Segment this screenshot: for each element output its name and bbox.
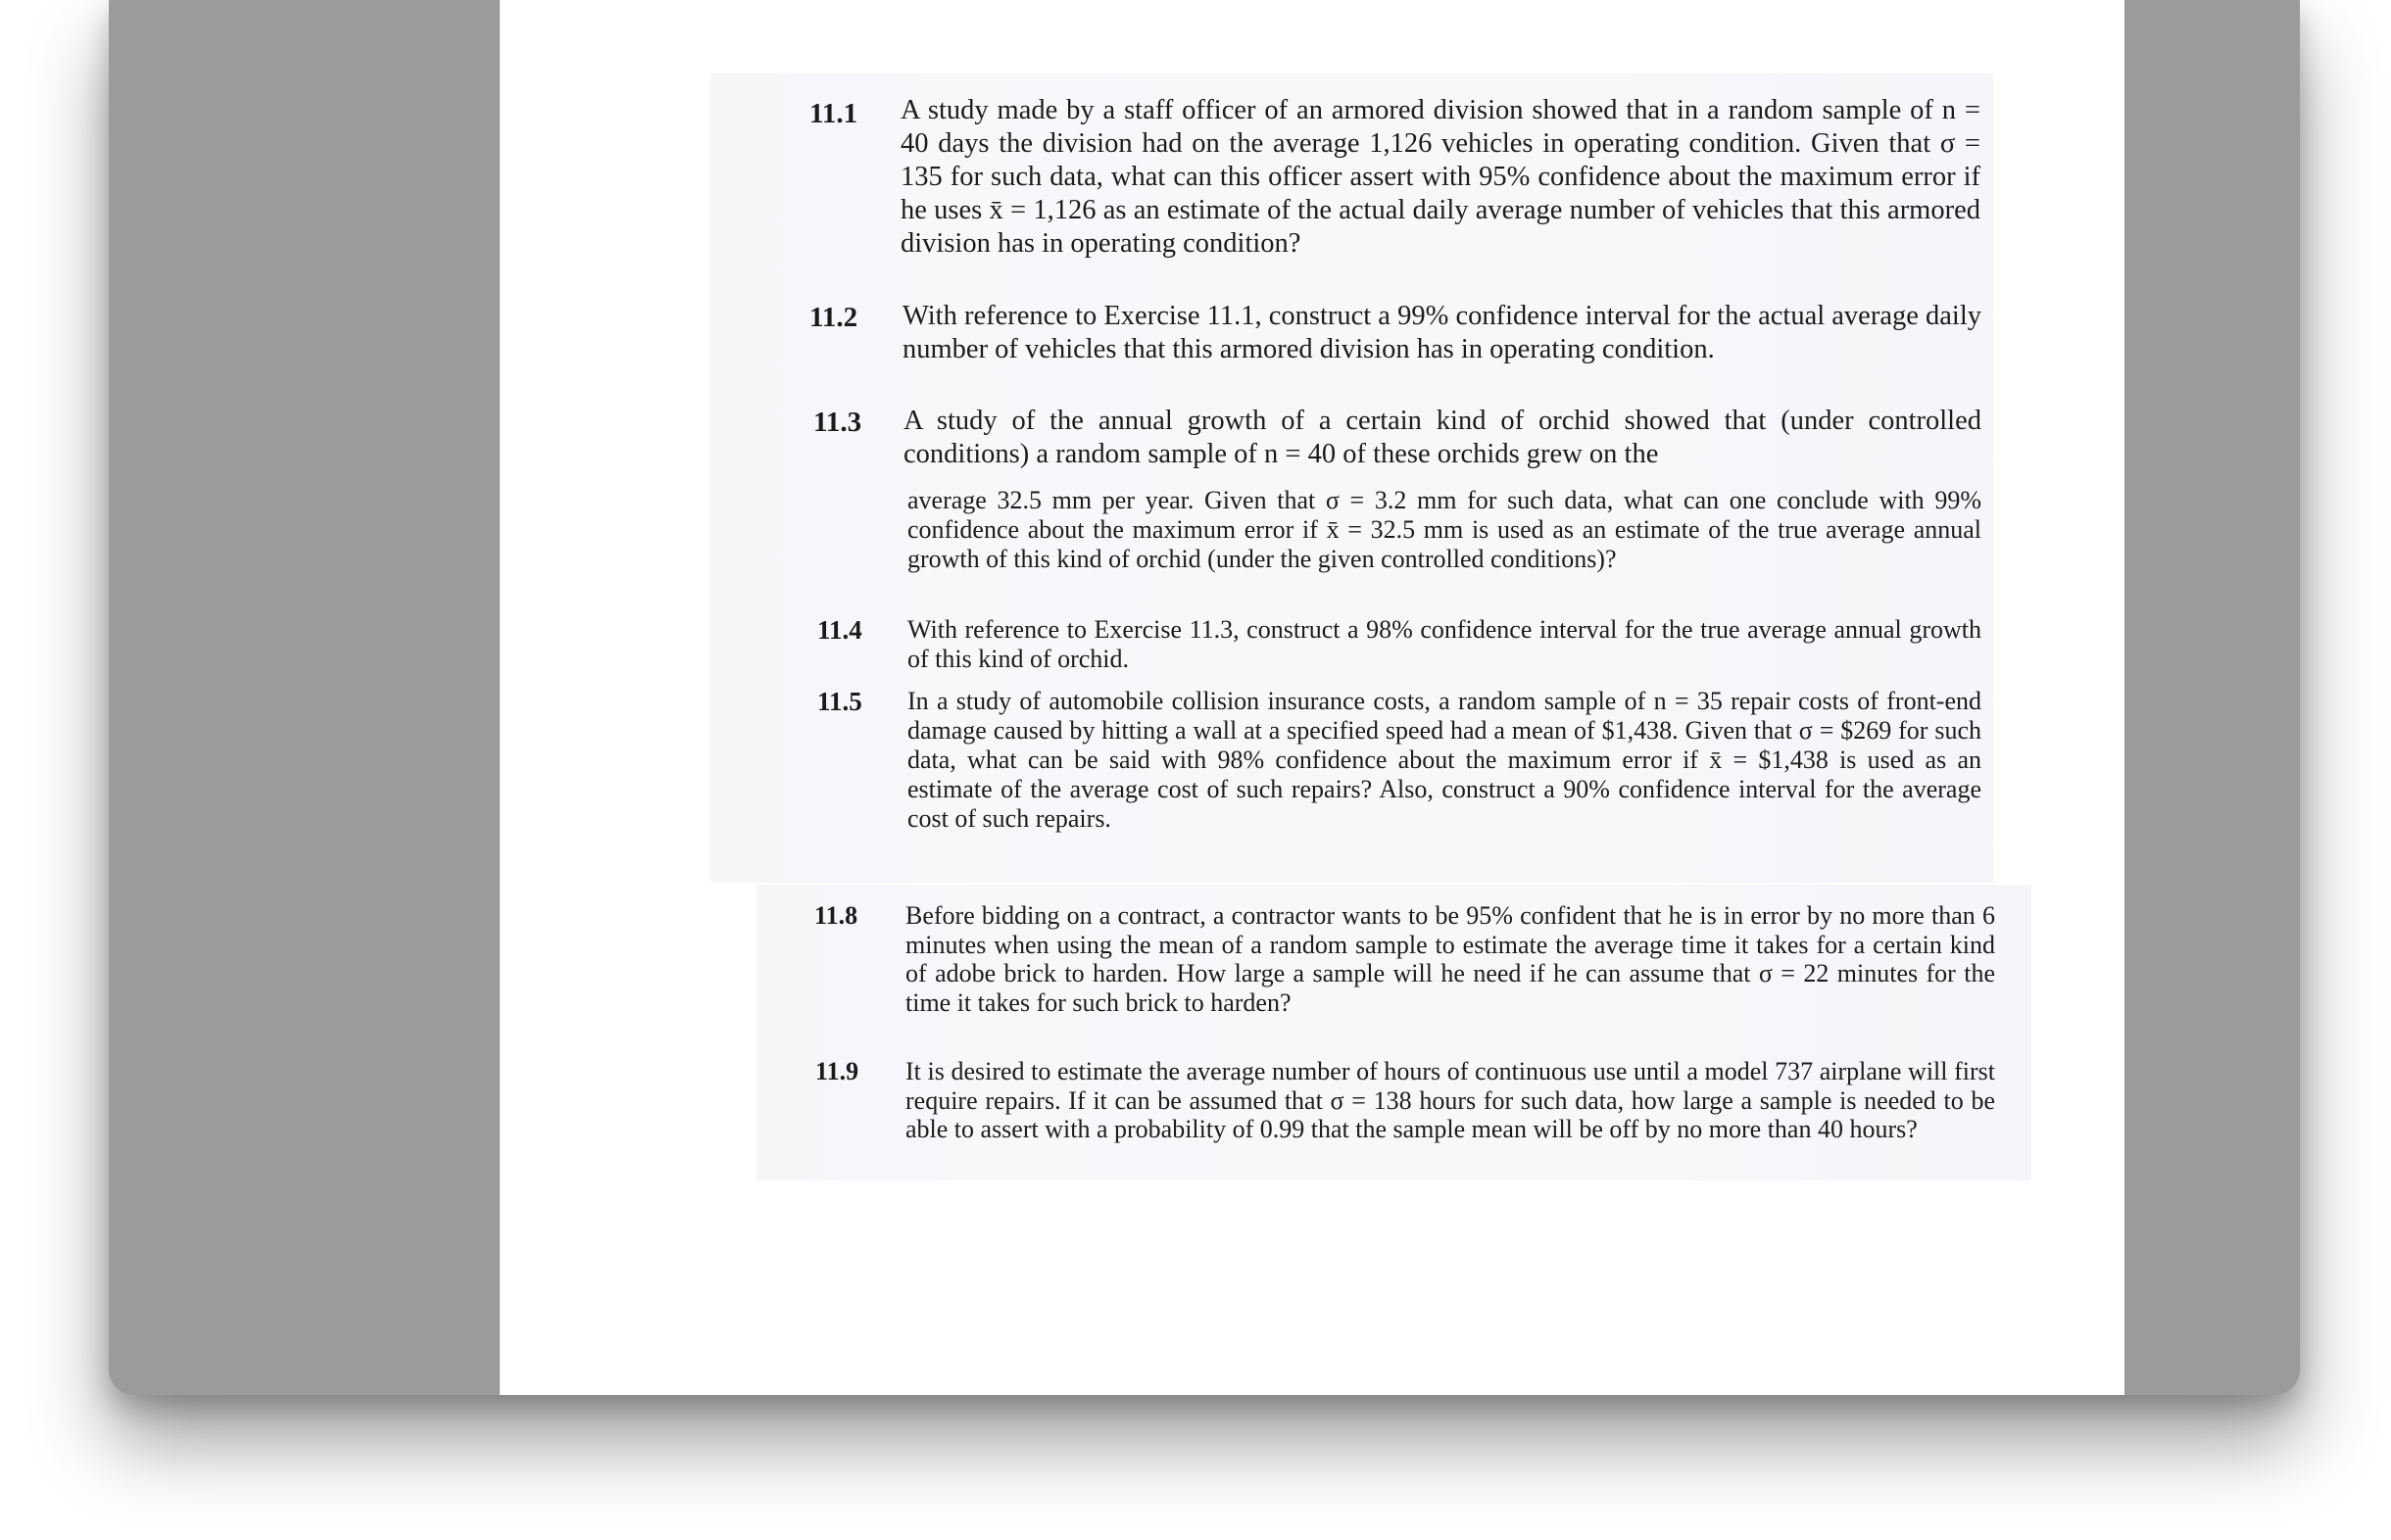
exercise-text-continued: average 32.5 mm per year. Given that σ = 3.2 mm for such data, what can one conclude with 99% confidence about the maximum error if x̄ = 32.5 mm is used as an estimate of the true average annual growth of this kind of orchid (under the given controlled conditions)? [907,486,1981,573]
exercise-text: It is desired to estimate the average number of hours of continuous use until a model 737 airplane will first require repairs. If it can be assumed that σ = 138 hours for such data, how large a sample is needed to be able to assert with a probability of 0.99 that the sample mean will be off by no more than 40 hours? [905,1057,1995,1143]
exercise-text: In a study of automobile collision insurance costs, a random sample of n = 35 repair costs of front-end damage caused by hitting a wall at a specified speed had a mean of $1,438. Given that σ = $269 for such data, what can be said with 98% confidence about the maximum error if x̄ = $1,438 is used as an estimate of the average cost of such repairs? Also, construct a 90% confidence interval for the average cost of such repairs. [907,687,1981,833]
exercise-text: Before bidding on a contract, a contractor wants to be 95% confident that he is in error by no more than 6 minutes when using the mean of a random sample to estimate the average time it takes for a certain kind of adobe brick to harden. How large a sample will he need if he can assume that σ = 22 minutes for the time it takes for such brick to harden? [905,901,1995,1017]
exercise-number: 11.3 [813,407,862,438]
exercise-number: 11.2 [809,302,858,333]
document-viewer-window [109,0,2300,1395]
exercise-text: With reference to Exercise 11.1, construct a 99% confidence interval for the actual average daily number of vehicles that this armored division has in operating condition. [903,301,1981,364]
exercise-number: 11.8 [814,901,858,930]
exercise-number: 11.1 [809,98,858,129]
exercise-text: A study made by a staff officer of an armored division showed that in a random sample of n = 40 days the division had on the average 1,126 vehicles in operating condition. Given that σ = 135 for such data, what can this officer assert with 95% confidence about the maximum error if he uses x̄ = 1,126 as an estimate of the actual daily average number of vehicles that this armored division has in operating condition? [901,95,1980,259]
exercise-text: A study of the annual growth of a certain kind of orchid showed that (under controlled conditions) a random sample of n = 40 of these orchids grew on the [903,406,1981,469]
exercise-text: With reference to Exercise 11.3, construct a 98% confidence interval for the true average annual growth of this kind of orchid. [907,615,1981,673]
exercise-number: 11.5 [817,687,862,716]
document-page [500,0,2124,1395]
exercise-number: 11.9 [815,1057,859,1085]
exercise-number: 11.4 [817,615,862,645]
